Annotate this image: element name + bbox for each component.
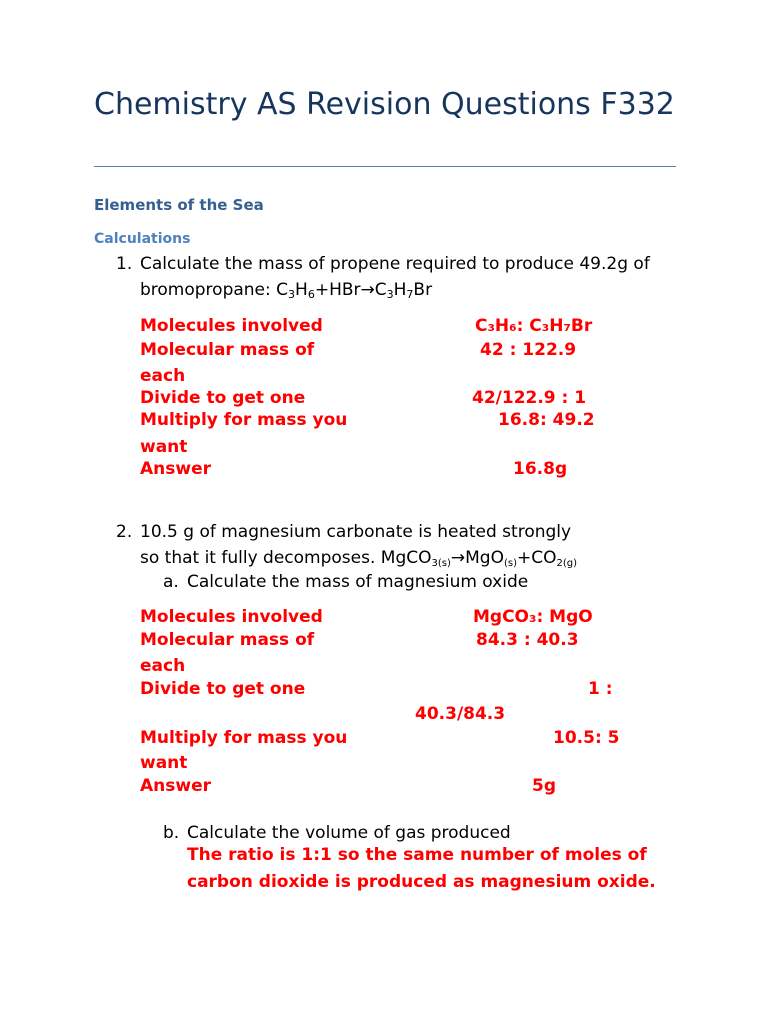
working-label: Multiply for mass you [140, 728, 348, 748]
answer-value: 16.8g [513, 459, 568, 479]
working-value: 16.8: 49.2 [498, 410, 595, 430]
question-text: so that it fully decomposes. $MgCO_{3(s)}\to MgO_{(s)}+CO_{2(g)}$ [140, 548, 577, 569]
title-divider [94, 166, 676, 167]
question-text-body: Calculate the mass of propene required to produce 49.2g of bromopropane: [140, 254, 650, 300]
working-value: 42/122.9 : 1 [472, 388, 587, 408]
chemical-equation: $C_3H_6+HBr\to C_3H_7Br$ [276, 280, 433, 301]
sub-question-letter: a. [163, 572, 179, 592]
working-label: want [140, 437, 188, 457]
answer-value: 5g [532, 776, 556, 796]
working-value: 1 : [588, 679, 613, 699]
working-label: Answer [140, 776, 211, 796]
answer-paragraph: The ratio is 1:1 so the same number of moles of carbon dioxide is produced as magnesium oxide. [187, 845, 656, 892]
working-label: want [140, 753, 188, 773]
working-value: 84.3 : 40.3 [476, 630, 579, 650]
sub-question-text: Calculate the volume of gas produced [187, 823, 511, 843]
working-label: Divide to get one [140, 388, 306, 408]
subsection-heading: Calculations [94, 231, 191, 247]
sub-question-text: Calculate the mass of magnesium oxide [187, 572, 529, 592]
working-label: Molecules involved [140, 607, 323, 627]
working-label: Answer [140, 459, 211, 479]
working-value: C₃H₆: C₃H₇Br [475, 316, 593, 336]
sub-question-letter: b. [163, 823, 180, 843]
question-text [140, 251, 680, 303]
working-label: Molecular mass of [140, 630, 315, 650]
page-title: Chemistry AS Revision Questions F332 [94, 87, 675, 122]
working-label: Molecular mass of [140, 340, 315, 360]
section-heading: Elements of the Sea [94, 196, 264, 214]
question-number: 1. [116, 254, 133, 274]
working-value: 42 : 122.9 [480, 340, 577, 360]
working-label: Molecules involved [140, 316, 323, 336]
question-text: 10.5 g of magnesium carbonate is heated strongly [140, 522, 572, 542]
working-label: each [140, 656, 186, 676]
working-label: Divide to get one [140, 679, 306, 699]
working-value: MgCO₃: MgO [473, 607, 593, 627]
working-label: each [140, 366, 186, 386]
question-number: 2. [116, 522, 133, 542]
working-value: 10.5: 5 [553, 728, 620, 748]
working-value: 40.3/84.3 [415, 704, 506, 724]
working-label: Multiply for mass you [140, 410, 348, 430]
